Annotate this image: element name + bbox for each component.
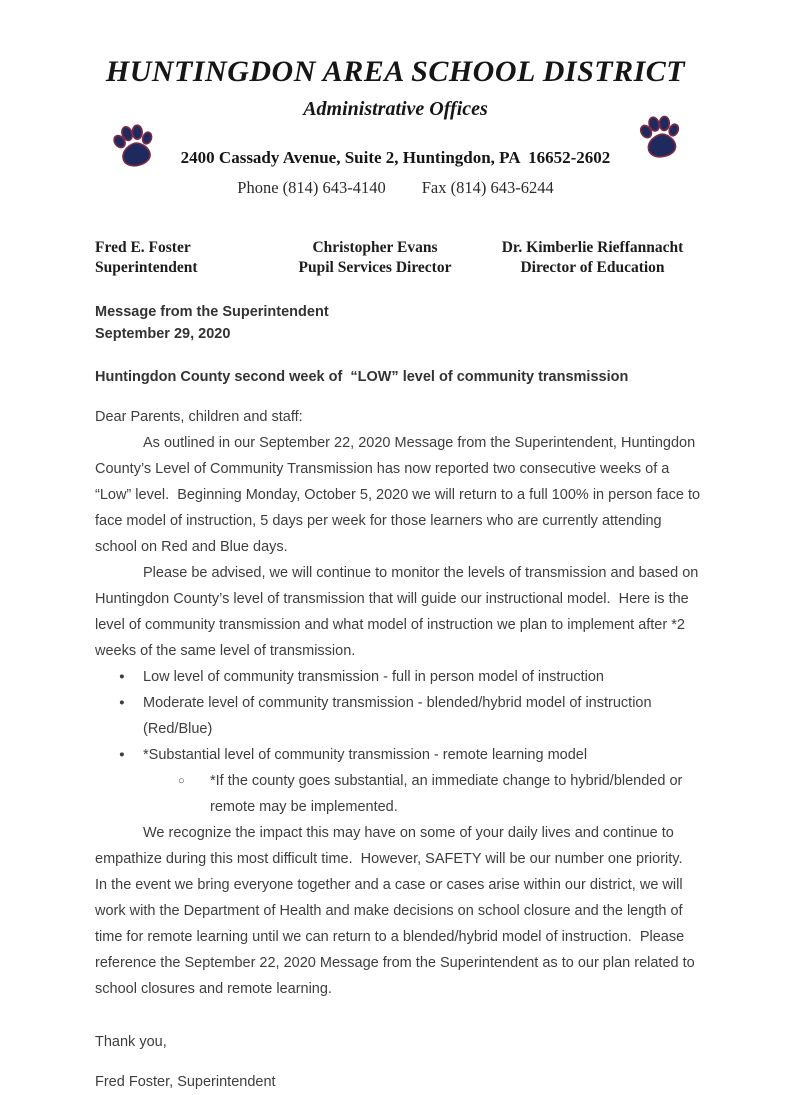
staff-director-of-education: [485, 238, 700, 278]
address-line: 2400 Cassady Avenue, Suite 2, Huntingdon, PA 16652-2602: [180, 148, 611, 167]
staff-name: Dr. Kimberlie Rieffannacht: [501, 239, 684, 256]
fax-number: Fax (814) 643-6244: [421, 178, 554, 197]
paragraph-3: We recognize the impact this may have on some of your daily lives and continue to empathize during this most difficult time. However, SAFETY will be our number one priority. In the event we bring everyone together and a case or cases arise within our district, we will work with the Department of Health and make decisions on school closure and the length of time for remote learning until we can return to a blended/hybrid model of instruction. Please reference the September 22, 2020 Message from the Superintendent as to our plan related to school closures and remote learning.: [95, 825, 699, 997]
office-subtitle: Administrative Offices: [303, 98, 488, 120]
staff-superintendent: [95, 238, 265, 278]
list-item-low: [143, 664, 705, 690]
paw-print-icon-right: [629, 108, 692, 171]
list-subitem-text: *If the county goes substantial, an immediate change to hybrid/blended or remote may be implemented.: [210, 773, 683, 815]
staff-title: Director of Education: [520, 259, 665, 276]
staff-title: Superintendent: [95, 259, 198, 276]
letter-heading: Message from the Superintendent: [95, 304, 329, 320]
district-name: HUNTINGDON AREA SCHOOL DISTRICT: [105, 55, 686, 88]
substantial-sublist: [143, 768, 705, 820]
contact-line: [0, 177, 791, 198]
subject-line: Huntingdon County second week of “LOW” level of community transmission: [95, 369, 629, 385]
staff-name: Christopher Evans: [312, 239, 438, 256]
salutation: Dear Parents, children and staff:: [95, 409, 303, 425]
staff-row: [95, 238, 700, 278]
paragraph-2: Please be advised, we will continue to monitor the levels of transmission and based on Huntingdon County’s level of transmission that will guide our instructional model. Here is the level of community transmission and what model of instruction we plan to implement after *2 weeks of the same level of transmission.: [95, 565, 703, 659]
list-item-substantial: [143, 742, 705, 820]
transmission-levels-list: [95, 664, 705, 820]
staff-name: Fred E. Foster: [95, 239, 191, 256]
letter-body: [95, 301, 705, 1095]
signature: Fred Foster, Superintendent: [95, 1074, 276, 1090]
closing: Thank you,: [95, 1034, 167, 1050]
list-item-moderate: [143, 690, 705, 742]
list-item-text: Low level of community transmission - full in person model of instruction: [143, 669, 604, 685]
staff-title: Pupil Services Director: [298, 259, 452, 276]
list-item-text: Moderate level of community transmission - blended/hybrid model of instruction (Red/Blue): [143, 695, 652, 737]
staff-pupil-services-director: [270, 238, 480, 278]
list-item-text: *Substantial level of community transmission - remote learning model: [143, 747, 588, 763]
letter-date: September 29, 2020: [95, 326, 231, 342]
phone-number: Phone (814) 643-4140: [237, 178, 386, 197]
paragraph-1: As outlined in our September 22, 2020 Message from the Superintendent, Huntingdon County’s Level of Community Transmission has now reported two consecutive weeks of a “Low” level. Beginning Monday, October 5, 2020 we will return to a full 100% in person face to face model of instruction, 5 days per week for those learners who are currently attending school on Red and Blue days.: [95, 435, 705, 555]
list-subitem: [210, 768, 705, 820]
